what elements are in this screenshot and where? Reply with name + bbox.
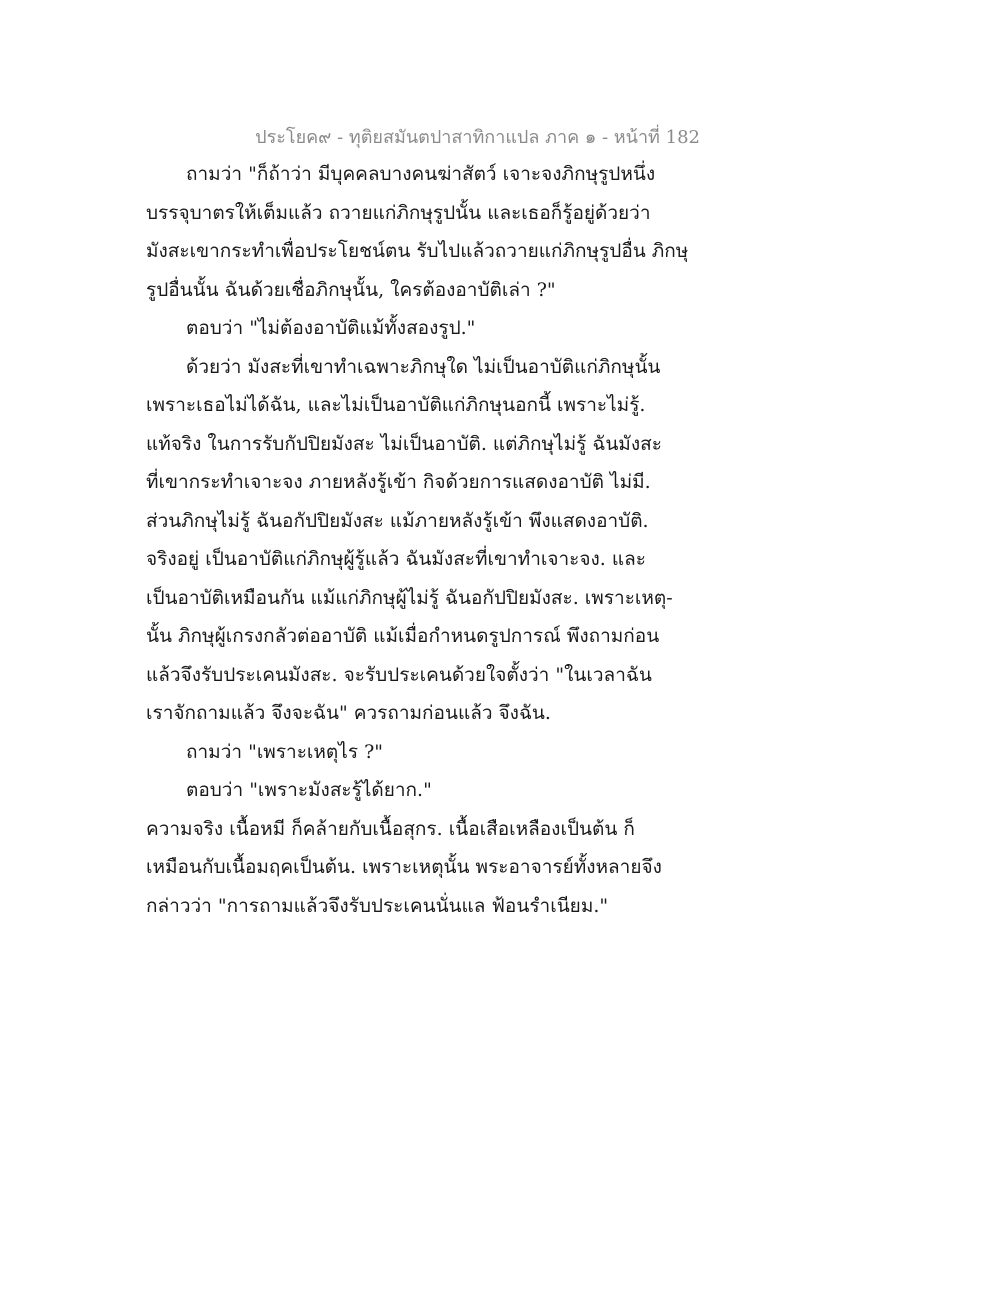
text-line: ที่เขากระทำเจาะจง ภายหลังรู้เข้า กิจด้วยการแสดงอาบัติ ไม่มี. (146, 471, 651, 493)
text-line: ส่วนภิกษุไม่รู้ ฉันอกัปปิยมังสะ แม้ภายหลังรู้เข้า พึงแสดงอาบัติ. (146, 509, 649, 532)
text-line: เราจักถามแล้ว จึงจะฉัน" ควรถามก่อนแล้ว จึงฉัน. (146, 702, 551, 724)
text-line: ความจริง เนื้อหมี ก็คล้ายกับเนื้อสุกร. เนื้อเสือเหลืองเป็นต้น ก็ (146, 817, 635, 840)
text-line: ตอบว่า "เพราะมังสะรู้ได้ยาก." (186, 779, 432, 801)
text-line: กล่าวว่า "การถามแล้วจึงรับประเคนนั่นแล ฟ้อนรำเนียม." (146, 894, 609, 917)
text-line: ด้วยว่า มังสะที่เขาทำเฉพาะภิกษุใด ไม่เป็นอาบัติแก่ภิกษุนั้น (186, 355, 661, 378)
text-line: รูปอื่นนั้น ฉันด้วยเชื่อภิกษุนั้น, ใครต้องอาบัติเล่า ?" (146, 278, 556, 301)
body-text (146, 155, 706, 925)
text-line: จริงอยู่ เป็นอาบัติแก่ภิกษุผู้รู้แล้ว ฉันมังสะที่เขาทำเจาะจง. และ (146, 548, 646, 570)
text-line: ถามว่า "ก็ถ้าว่า มีบุคคลบางคนฆ่าสัตว์ เจาะจงภิกษุรูปหนึ่ง (186, 163, 656, 185)
text-line: มังสะเขากระทำเพื่อประโยชน์ตน รับไปแล้วถวายแก่ภิกษุรูปอื่น ภิกษุ (146, 240, 689, 262)
running-header: ประโยค๙ - ทุติยสมันตปาสาทิกาแปล ภาค ๑ - หน้าที่ 182 (255, 127, 700, 148)
text-line: เพราะเธอไม่ได้ฉัน, และไม่เป็นอาบัติแก่ภิกษุนอกนี้ เพราะไม่รู้. (146, 394, 646, 416)
text-line: แท้จริง ในการรับกัปปิยมังสะ ไม่เป็นอาบัติ. แต่ภิกษุไม่รู้ ฉันมังสะ (146, 432, 662, 455)
text-line: ตอบว่า "ไม่ต้องอาบัติแม้ทั้งสองรูป." (186, 317, 476, 339)
text-line: แล้วจึงรับประเคนมังสะ. จะรับประเคนด้วยใจตั้งว่า "ในเวลาฉัน (146, 663, 652, 686)
text-line: ถามว่า "เพราะเหตุไร ?" (186, 740, 383, 763)
text-line: เป็นอาบัติเหมือนกัน แม้แก่ภิกษุผู้ไม่รู้ ฉันอกัปปิยมังสะ. เพราะเหตุ- (146, 586, 673, 609)
text-line: บรรจุบาตรให้เต็มแล้ว ถวายแก่ภิกษุรูปนั้น และเธอก็รู้อยู่ด้วยว่า (146, 201, 651, 224)
text-line: นั้น ภิกษุผู้เกรงกลัวต่ออาบัติ แม้เมื่อกำหนดรูปการณ์ พึงถามก่อน (146, 625, 660, 647)
text-line: เหมือนกับเนื้อมฤคเป็นต้น. เพราะเหตุนั้น พระอาจารย์ทั้งหลายจึง (146, 856, 662, 878)
